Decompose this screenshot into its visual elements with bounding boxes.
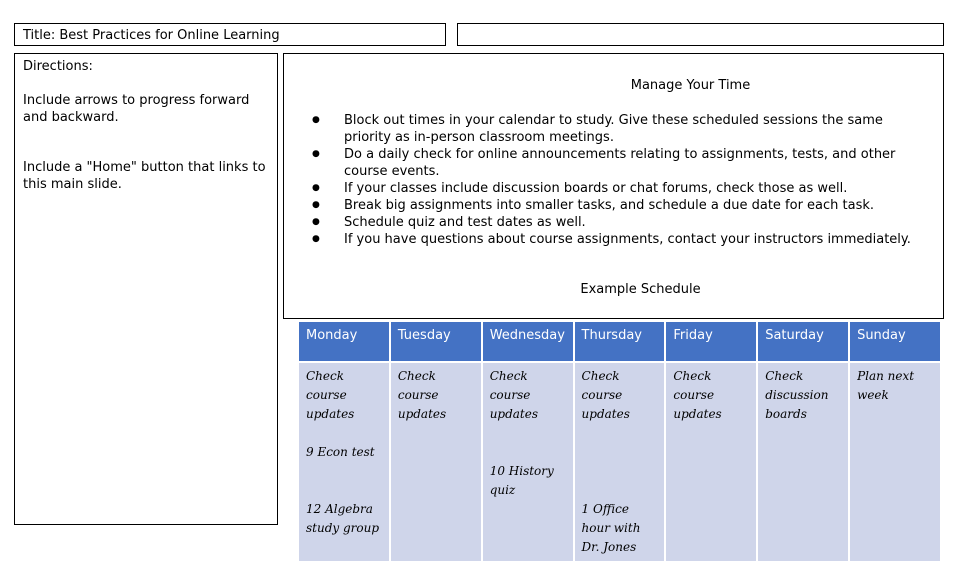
schedule-table xyxy=(297,320,942,563)
tuesday-cell xyxy=(390,362,482,562)
schedule-entry: Check discussion boards xyxy=(765,369,829,421)
tip-item: ● Break big assignments into smaller tasks, and schedule a due date for each task. xyxy=(312,197,929,214)
friday-cell xyxy=(665,362,757,562)
slide-title: Title: Best Practices for Online Learning xyxy=(23,28,280,43)
schedule-entry: Check course updates xyxy=(306,369,355,421)
schedule-entry: Check course updates xyxy=(397,369,447,421)
monday-cell xyxy=(298,362,390,562)
day-header-sunday: Sunday xyxy=(849,321,941,362)
tip-item: ● Schedule quiz and test dates as well. xyxy=(312,214,929,231)
directions-box xyxy=(14,53,278,525)
directions-line-home: Include a "Home" button that links to this main slide. xyxy=(23,160,266,192)
schedule-entry: Check course updates xyxy=(673,369,722,421)
manage-time-heading: Manage Your Time xyxy=(630,78,751,93)
schedule-entry: 12 Algebra study group xyxy=(306,502,380,535)
schedule-entry: Plan next week xyxy=(857,369,915,402)
schedule-entry: Check course updates xyxy=(581,369,630,421)
day-header-friday: Friday xyxy=(665,321,757,362)
directions-heading: Directions: xyxy=(23,59,93,74)
thursday-cell xyxy=(574,362,666,562)
day-header-saturday: Saturday xyxy=(757,321,849,362)
day-header-monday: Monday xyxy=(298,321,390,362)
tips-list xyxy=(312,112,929,248)
manage-time-box xyxy=(283,53,944,319)
tip-item: ● If your classes include discussion boards or chat forums, check those as well. xyxy=(312,180,929,197)
schedule-entry: 10 History quiz xyxy=(489,464,554,497)
tip-item: ● If you have questions about course assignments, contact your instructors immediately. xyxy=(312,231,929,248)
example-schedule-heading: Example Schedule xyxy=(580,282,701,297)
directions-line-arrows: Include arrows to progress forward and backward. xyxy=(23,93,250,125)
schedule-entry: Check course updates xyxy=(489,369,539,421)
schedule-header-row xyxy=(298,321,941,362)
day-header-thursday: Thursday xyxy=(574,321,666,362)
blank-header-box xyxy=(457,23,944,46)
schedule-entry: 9 Econ test xyxy=(306,445,375,459)
sunday-cell xyxy=(849,362,941,562)
day-header-tuesday: Tuesday xyxy=(390,321,482,362)
tip-item: ● Block out times in your calendar to study. Give these scheduled sessions the same priority as in-person classroom meetings. xyxy=(312,112,929,146)
day-header-wednesday: Wednesday xyxy=(482,321,574,362)
schedule-entry: 1 Office hour with Dr. Jones xyxy=(581,502,641,554)
tip-item: ● Do a daily check for online announcements relating to assignments, tests, and other course events. xyxy=(312,146,929,180)
wednesday-cell xyxy=(482,362,574,562)
saturday-cell xyxy=(757,362,849,562)
schedule-row xyxy=(298,362,941,562)
title-box xyxy=(14,23,446,46)
